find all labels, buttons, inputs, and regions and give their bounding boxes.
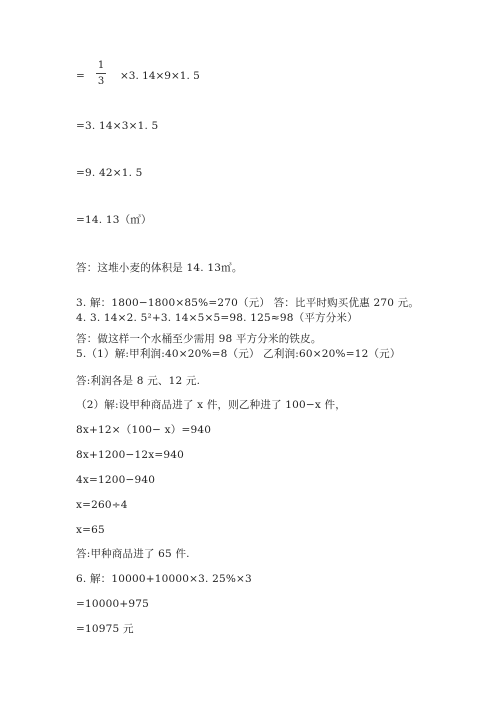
calc-line-2: =9. 42×1. 5 xyxy=(76,167,143,179)
equation-line-3: 4x=1200−940 xyxy=(76,474,156,486)
equation-line-5: x=65 xyxy=(76,524,105,536)
problem-5-part-2-line: （2）解:设甲种商品进了 x 件，则乙种进了 100−x 件， xyxy=(76,399,346,411)
equation-line-1: 8x+12×（100− x）=940 xyxy=(76,424,212,436)
answer-line-profit: 答:利润各是 8 元、12 元. xyxy=(76,375,201,387)
equals-sign: = xyxy=(76,70,85,82)
fraction-one-third xyxy=(96,60,106,88)
answer-line-volume: 答：这堆小麦的体积是 14. 13㎥。 xyxy=(76,262,243,274)
equation-line-4: x=260÷4 xyxy=(76,499,128,511)
fraction-bar xyxy=(96,73,106,74)
calc-line-1: =3. 14×3×1. 5 xyxy=(76,120,159,132)
calc-line-result: =10975 元 xyxy=(76,623,134,635)
equation-line-2: 8x+1200−12x=940 xyxy=(76,449,185,461)
problem-5-part-1-line: 5.（1）解:甲利润:40×20%=8（元） 乙利润:60×20%=12（元） xyxy=(76,348,401,360)
problem-6-line: 6. 解：10000+10000×3. 25%×3 xyxy=(76,573,252,585)
calc-line-3: =14. 13（㎥） xyxy=(76,214,152,226)
equation-rest: ×3. 14×9×1. 5 xyxy=(120,70,200,82)
fraction-denominator: 3 xyxy=(97,76,105,87)
problem-3-line: 3. 解：1800−1800×85%=270（元） 答：比平时购买优惠 270 元。 xyxy=(76,297,420,309)
answer-line-bucket: 答：做这样一个水桶至少需用 98 平方分米的铁皮。 xyxy=(76,333,322,345)
fraction-numerator: 1 xyxy=(97,60,105,71)
answer-line-quantity: 答:甲种商品进了 65 件. xyxy=(76,548,190,560)
problem-4-line: 4. 3. 14×2. 5²+3. 14×5×5=98. 125≈98（平方分米） xyxy=(76,312,358,324)
calc-line-sum: =10000+975 xyxy=(76,598,150,610)
